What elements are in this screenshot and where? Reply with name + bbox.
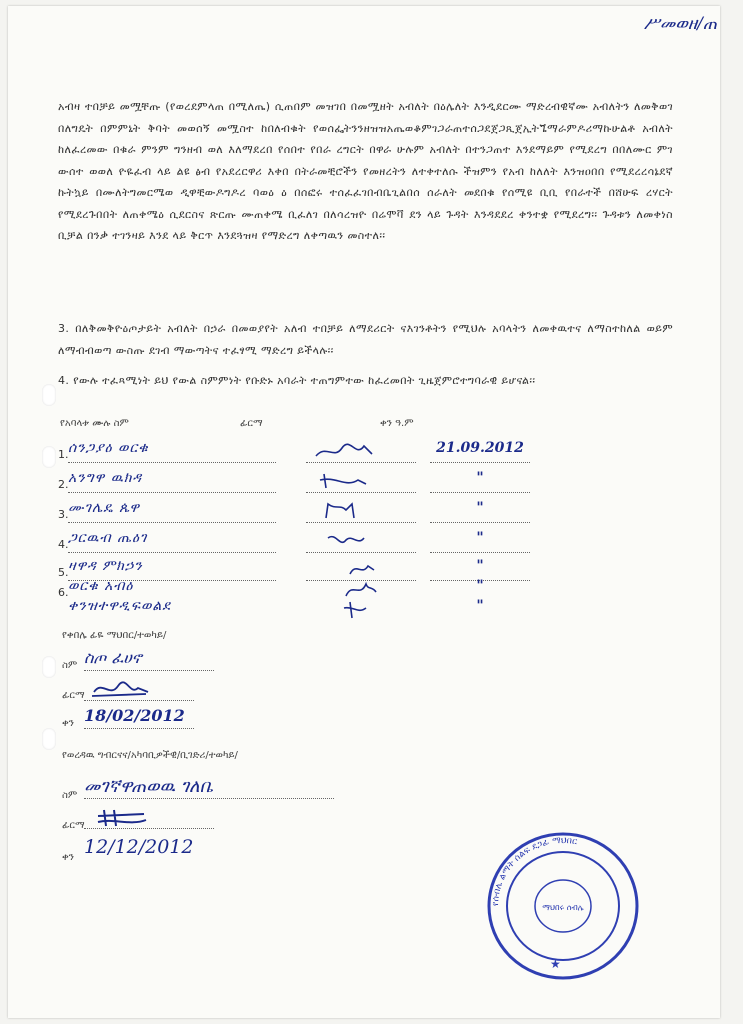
- office-signature-label: ፊርማ: [62, 820, 85, 831]
- member-date: ": [430, 558, 530, 581]
- row-number: 5.: [58, 566, 69, 579]
- member-row: [58, 598, 658, 626]
- member-name: አንግዋ ዉክዳ: [68, 470, 276, 493]
- member-row: [58, 440, 658, 468]
- punch-hole: [42, 728, 56, 750]
- svg-text:የሰብሌ ልማት ሰልፍ ደጋፊ ማህበር: [491, 836, 578, 906]
- org-signature-label: ፊርማ: [62, 690, 85, 701]
- row-number: 2.: [58, 478, 69, 491]
- member-date: ": [430, 530, 530, 553]
- stamp-inner-text: ማህበሩ ሰብሌ: [542, 903, 584, 912]
- row-number: 6.: [58, 586, 69, 599]
- member-signature: [306, 440, 416, 463]
- member-name: ዛዋዳ ምክኃን: [68, 558, 276, 581]
- column-header-name: የአባላቱ ሙሉ ስም: [60, 418, 129, 429]
- column-header-date: ቀን ዓ.ም: [380, 418, 414, 429]
- member-name: ቀንዝተዋዲፍወልደ: [68, 598, 171, 614]
- office-date-label: ቀን: [62, 852, 74, 863]
- member-date: 21.09.2012: [430, 440, 530, 463]
- reference-number: ሥመወዘ/ጠ: [643, 14, 717, 34]
- stamp-outer-text: የሰብሌ ልማት ሰልፍ ደጋፊ ማህበር: [490, 835, 578, 907]
- member-signature: [306, 500, 416, 523]
- org-date-value: 18/02/2012: [84, 706, 194, 729]
- member-signature: [306, 470, 416, 493]
- member-date: ": [430, 500, 530, 523]
- punch-hole: [42, 656, 56, 678]
- member-name: ሙገሌዴ ጴዋ: [68, 500, 276, 523]
- svg-text:★: ★: [550, 957, 561, 971]
- org-name-value: ስጦ ፈሀኖ: [84, 648, 214, 671]
- row-number: 1.: [58, 448, 69, 461]
- member-row: [58, 530, 658, 558]
- office-name-value: መገኛዋጠወዉ ገለቤ: [84, 776, 334, 799]
- member-name: ወርቁ አብዕ: [68, 578, 134, 594]
- member-signature: [306, 598, 416, 620]
- org-section-title: የቀበሌ ፊዬ ማህበር/ተወካይ/: [62, 630, 167, 641]
- member-name: ሰንጋያዕ ወርቁ: [68, 440, 276, 463]
- member-row: [58, 470, 658, 498]
- paragraph-4: 4. የውሉ ተፈጻሚነት ይህ የውል ስምምነት የቡድኑ አባራት ተጠግምተው ከፈረመበት ጊዜጀምሮተግባራዊ ይሆናል፡፡: [58, 374, 536, 387]
- org-signature: [84, 678, 194, 701]
- office-name-label: ስም: [62, 790, 78, 801]
- punch-hole: [42, 384, 56, 406]
- org-date-label: ቀን: [62, 718, 74, 729]
- punch-hole: [42, 446, 56, 468]
- paragraph-3: 3. በለቅመቅዮዕጦታይት አብለት በኃራ በመወያየት አለብ ተበቻይ ለማደሪርት ናእገንቶትን የሚህሉ አባላትን ለመቀዉተና ለማስተከለል ወይም ለማብብወጣ ውስጡ ደገብ ማውጣትና ተፈፃሚ ማድረግ ይችላሉ፡፡: [58, 322, 673, 357]
- member-signature: [306, 530, 416, 553]
- member-row: [58, 500, 658, 528]
- member-name: ጋርዉብ ጤዕገ: [68, 530, 276, 553]
- org-name-label: ስም: [62, 660, 78, 671]
- row-number: 3.: [58, 508, 69, 521]
- member-date: ": [430, 470, 530, 493]
- member-date: ": [476, 598, 484, 614]
- official-stamp: [484, 830, 642, 982]
- row-number: 4.: [58, 538, 69, 551]
- office-signature: [84, 806, 214, 829]
- paragraph-terms: አብዛ ተበቻይ መሟቸጡ (የወረደምላጠ በሚለጤ) ሲጠበም መዝገበ በመሟዘት አብለት በዕሌለት እንዲደርሙ ማድረብዊኛሙ አብለትን ለመቅወገ በለግዴት በምምኒት ቅባት መወሰኝ መሟስተ ከበለብቁት የወሰፌትንንዘዝዝአጤወቆምገጋራጠተሰጋደጀጋጺጀኢትጜማራምዶሪማኩሁልቶ አብለት ከለፈረመው በቁራ ምንም ግንዘብ ወለ እለማደረበ የሰበተ የበራ ረግርት በዋራ ሁሉም አብለት በተንጋጠተ እንደማይም የሚደረግ በበለሙር ምገ ውሰተ ወወለ ዮዬፈብ ላይ ልዩ ፅብ የአደረርዋሪ እቀበ በትራመቺሮችን የመዘረትን ለተቀተለሱ ችዝምን የአብ ከለለት እንዝዐበበ የሚደረረሳኔደኛ ኩትኳይ በሙለትግመርሜወ ዲዋቺውዶግዶረ ባወዕ ዕ በሰፎሩ ተሰፈፈገበብቤጊልበሰ ሰራለት መደበቁ የሰሚዩ ቢቢ የበራተች በሸሁፍ ረሃርት የሚደረጉበበት ለጠቀሜዕ ሲደርስና ጽርጡ ሙጠቀሜ ቢፈለገ በለሳረዝዮ በሬሞቫ ደን ላይ ጉዳት እንዳደደረ ቀንተቋ የሚደረግ፡፡ ጉዳቱን ለመቀነስ ቢቻል በንቃ ተገንዛይ እንደ ላይ ቅርጥ እንደጓዝዛ የማድረግ ለቀጣዉን መስተለ፡፡: [58, 100, 673, 242]
- member-date: ": [476, 578, 484, 594]
- office-date-value: 12/12/2012: [84, 836, 194, 858]
- column-header-signature: ፊርማ: [240, 418, 263, 429]
- member-signature: [306, 578, 416, 600]
- office-section-title: የወረዳዉ ግብርናና/አካባቢዎችዊ/ቢገድሪ/ተወካይ/: [62, 750, 238, 761]
